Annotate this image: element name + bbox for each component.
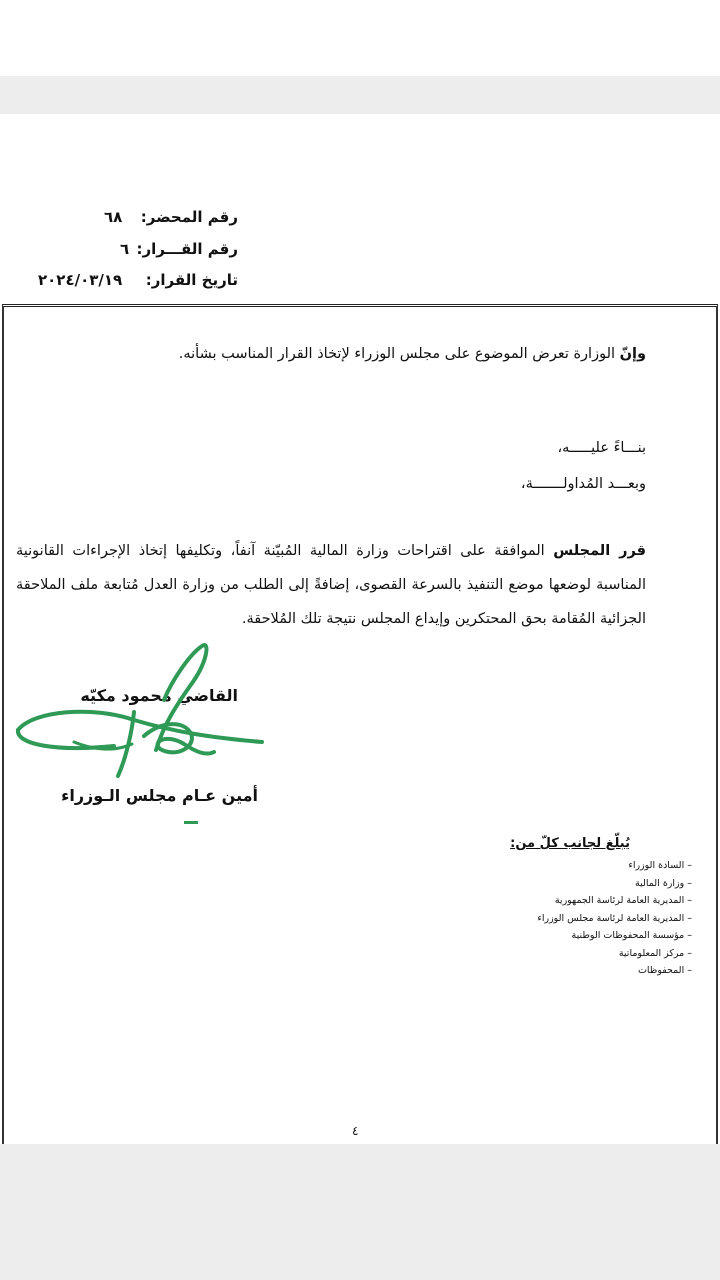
decision-number-value: ٦ — [120, 240, 130, 258]
intro-lead: وإنّ — [619, 346, 646, 362]
signatory-name: القاضي محمود مكيّه — [80, 686, 238, 705]
distribution-list — [537, 860, 692, 983]
decision-date-value: ٢٠٢٤/٠٣/١٩ — [38, 271, 123, 289]
signature-dash — [184, 821, 198, 824]
decision-lead: قرر المجلس — [553, 543, 647, 559]
list-item: – مركز المعلوماتية — [537, 948, 692, 966]
list-item: – المحفوظات — [537, 965, 692, 983]
distribution-title: يُبلّغ لجانب كلّ من: — [510, 836, 630, 851]
intro-line — [179, 346, 646, 362]
previous-page-bottom — [0, 0, 720, 76]
decision-date-label: تاريخ القرار: — [145, 271, 238, 289]
list-item: – المديرية العامة لرئاسة الجمهورية — [537, 895, 692, 913]
based-on-line: بنـــاءً عليـــــه، — [557, 440, 646, 456]
list-item: – المديرية العامة لرئاسة مجلس الوزراء — [537, 913, 692, 931]
handwritten-signature — [14, 640, 274, 790]
page-gap — [0, 76, 720, 114]
intro-rest: الوزارة تعرض الموضوع على مجلس الوزراء لإتخاذ القرار المناسب بشأنه. — [178, 346, 616, 362]
list-item: – السادة الوزراء — [537, 860, 692, 878]
decision-number-label: رقم القـــرار: — [136, 240, 238, 258]
signatory-title: أمين عـام مجلس الـوزراء — [61, 786, 258, 805]
list-item: – مؤسسة المحفوظات الوطنية — [537, 930, 692, 948]
page-number: ٤ — [352, 1124, 359, 1138]
after-deliberation-line: وبعـــد المُداولـــــــة، — [520, 476, 646, 492]
decision-text: الموافقة على اقتراحات وزارة المالية المُبيّنة آنفاً، وتكليفها إتخاذ الإجراءات القانونية المناسبة لوضعها موضع التنفيذ بالسرعة القصوى، إضافةً إلى الطلب من وزارة العدل مُتابعة ملف الملاحقة الجزائية المُقامة بحق المحتكرين وإيداع المجلس نتيجة تلك المُلاحقة. — [16, 543, 646, 627]
decision-paragraph — [16, 534, 646, 636]
record-number-label: رقم المحضر: — [140, 208, 238, 226]
page-gap-bottom — [0, 1144, 720, 1280]
record-number-value: ٦٨ — [104, 208, 123, 226]
list-item: – وزارة المالية — [537, 878, 692, 896]
